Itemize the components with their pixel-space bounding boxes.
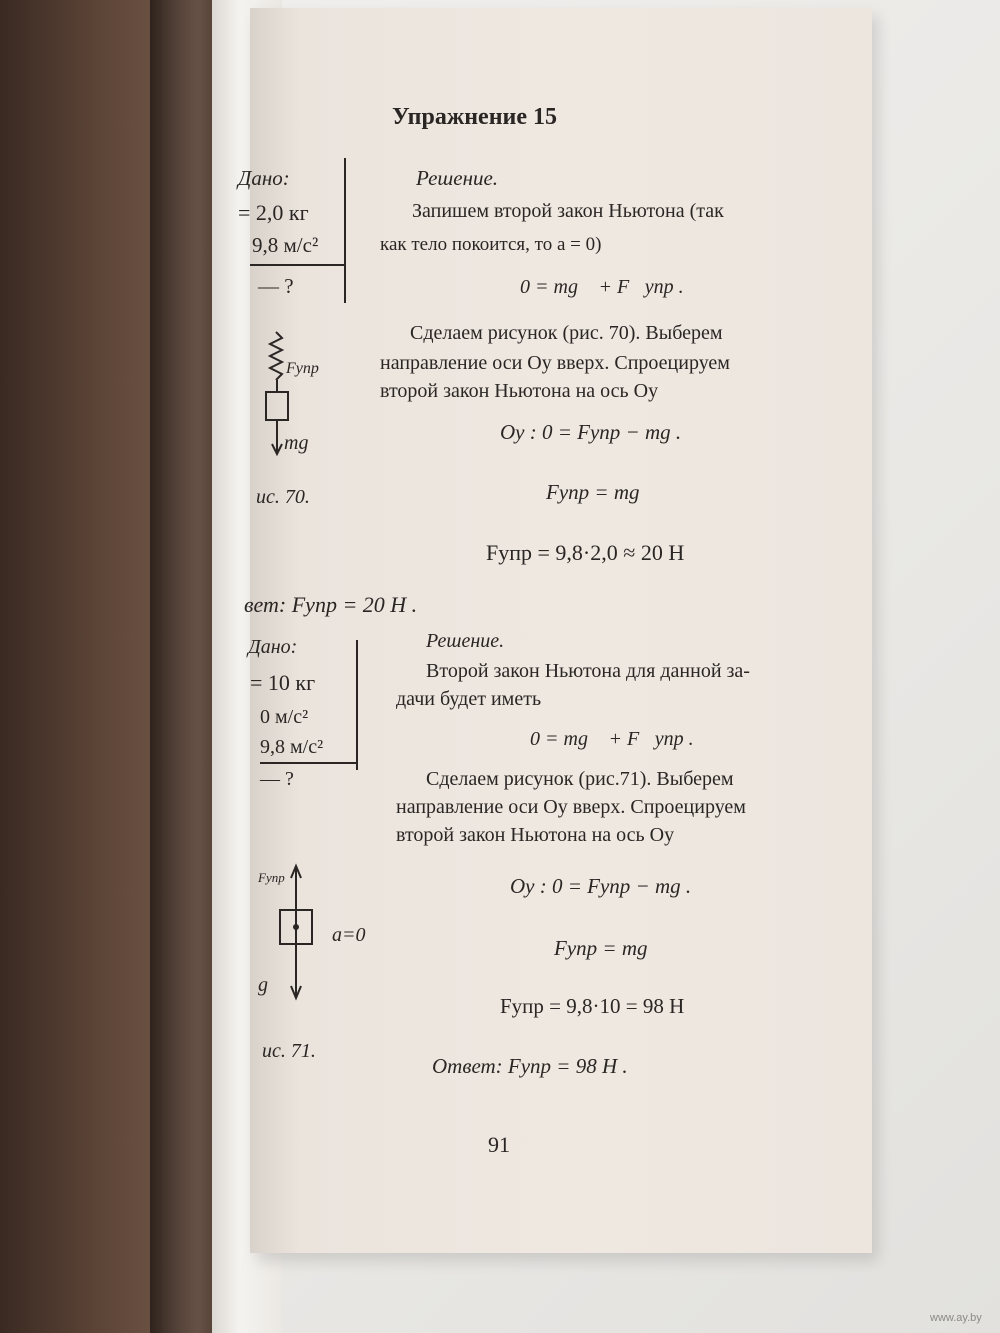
solution-line-2-5: второй закон Ньютона на ось Oy [396,824,675,846]
equation-2-4: Fупр = 9,8·10 = 98 H [500,994,685,1018]
equation-1-1: 0 = mg⃗ + F⃗упр . [520,276,684,298]
given-divider-h-2 [260,762,358,764]
fig71-accel-label: a=0 [332,924,366,946]
given-find-1: — ? [258,274,294,298]
given-find-2: — ? [260,768,294,790]
answer-2: Ответ: Fупр = 98 H . [432,1054,628,1078]
fig71-caption: ис. 71. [262,1040,316,1062]
given-g-2: 9,8 м/с² [260,736,324,758]
page-number: 91 [488,1132,510,1157]
given-accel-2: 0 м/с² [260,706,309,728]
equation-1-3: Fупр = mg [546,480,640,504]
fig70-caption: ис. 70. [256,486,310,508]
equation-2-1: 0 = mg⃗ + F⃗упр . [530,728,694,750]
fig71-weight-label: g [258,974,268,996]
solution-line-1-2: как тело покоится, то a = 0) [380,234,602,255]
solution-label-1: Решение. [416,166,499,190]
watermark: www.ay.by [930,1312,982,1324]
solution-line-2-2: дачи будет иметь [396,688,542,710]
fig70-force-label: Fупр [286,360,319,377]
answer-1: вет: Fупр = 20 H . [244,592,418,617]
solution-line-1-1: Запишем второй закон Ньютона (так [412,200,724,222]
equation-1-4: Fупр = 9,8·2,0 ≈ 20 H [486,540,685,565]
given-mass-2: = 10 кг [250,670,316,695]
fig71-force-label: Fупр [258,870,285,885]
given-label-2: Дано: [248,636,298,658]
book-page [238,8,872,1253]
solution-line-1-5: второй закон Ньютона на ось Oy [380,380,659,402]
solution-line-2-3: Сделаем рисунок (рис.71). Выберем [426,768,734,790]
equation-1-2: Oy : 0 = Fупр − mg . [500,420,682,444]
solution-line-1-4: направление оси Oy вверх. Спроецируем [380,352,730,374]
equation-2-3: Fупр = mg [554,936,648,960]
solution-line-1-3: Сделаем рисунок (рис. 70). Выберем [410,322,723,344]
given-divider-v-1 [344,158,346,303]
given-g-1: 9,8 м/с² [252,233,319,257]
solution-line-2-1: Второй закон Ньютона для данной за- [426,660,750,682]
given-divider-v-2 [356,640,358,770]
equation-2-2: Oy : 0 = Fупр − mg . [510,874,692,898]
given-mass-1: = 2,0 кг [238,200,309,225]
given-divider-h-1 [250,264,346,266]
given-label-1: Дано: [238,166,290,190]
solution-line-2-4: направление оси Oy вверх. Спроецируем [396,796,746,818]
solution-label-2: Решение. [426,630,505,652]
fig70-weight-label: mg [284,432,309,454]
exercise-title: Упражнение 15 [392,104,558,130]
